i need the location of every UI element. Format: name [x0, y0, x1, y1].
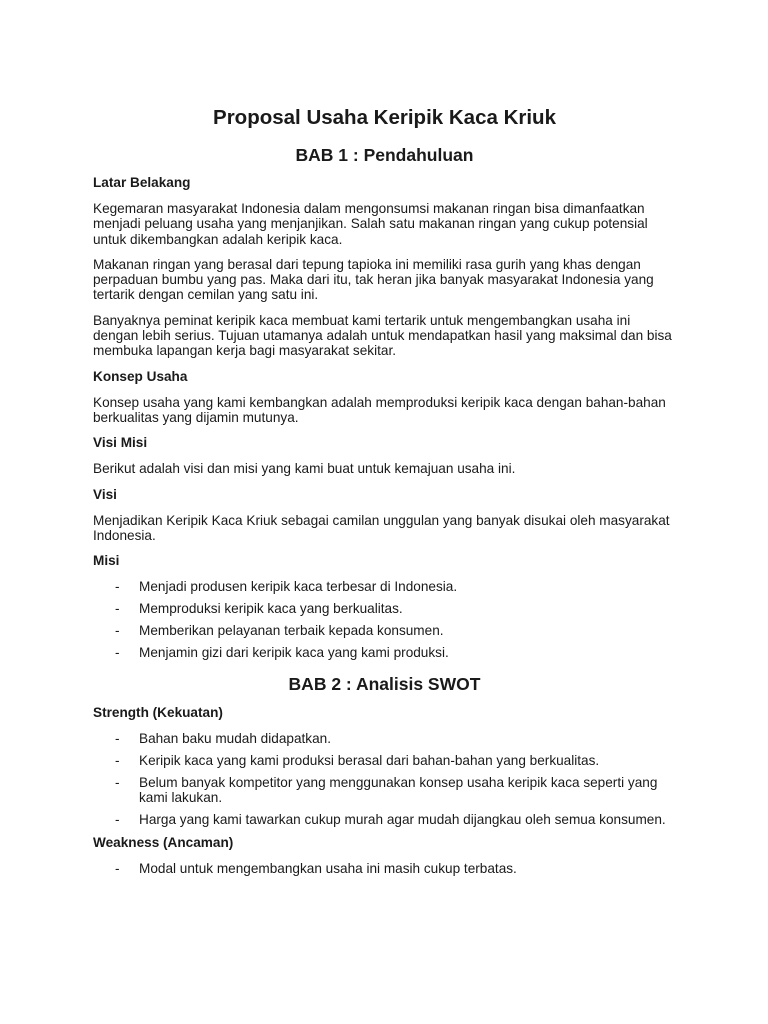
list-item-text: Keripik kaca yang kami produksi berasal dari bahan-bahan yang berkualitas.	[139, 753, 600, 769]
section-heading-weakness: Weakness (Ancaman)	[93, 835, 234, 851]
section-heading-visi: Visi	[93, 486, 117, 502]
dash-bullet: -	[115, 861, 120, 877]
document-title: Proposal Usaha Keripik Kaca Kriuk	[213, 106, 556, 129]
dash-bullet: -	[115, 774, 120, 790]
list-item	[93, 753, 676, 768]
list-item	[93, 601, 676, 616]
chapter-heading-bab1: BAB 1 : Pendahuluan	[295, 145, 474, 165]
list-item	[93, 579, 676, 594]
dash-bullet: -	[115, 601, 120, 617]
dash-bullet: -	[115, 731, 120, 747]
list-item-text: Bahan baku mudah didapatkan.	[139, 731, 331, 747]
dash-bullet: -	[115, 812, 120, 828]
chapter-heading-bab2: BAB 2 : Analisis SWOT	[288, 674, 481, 695]
paragraph: Konsep usaha yang kami kembangkan adalah memproduksi keripik kaca dengan bahan-bahan berkualitas yang dijamin mutunya.	[93, 394, 666, 425]
list-item-text: Belum banyak kompetitor yang menggunakan konsep usaha keripik kaca seperti yang kami lakukan.	[139, 774, 658, 806]
list-item	[93, 861, 676, 876]
dash-bullet: -	[115, 753, 120, 769]
dash-bullet: -	[115, 644, 120, 660]
list-item	[93, 645, 676, 660]
section-heading-visi-misi: Visi Misi	[93, 435, 148, 451]
list-item	[93, 623, 676, 638]
strength-list	[93, 731, 676, 827]
list-item	[93, 775, 676, 806]
section-heading-strength: Strength (Kekuatan)	[93, 705, 223, 721]
paragraph: Berikut adalah visi dan misi yang kami buat untuk kemajuan usaha ini.	[93, 461, 516, 477]
paragraph: Menjadikan Keripik Kaca Kriuk sebagai camilan unggulan yang banyak disukai oleh masyarakat Indonesia.	[93, 512, 670, 543]
misi-list	[93, 579, 676, 660]
list-item-text: Menjamin gizi dari keripik kaca yang kami produksi.	[139, 644, 449, 660]
dash-bullet: -	[115, 579, 120, 595]
paragraph: Banyaknya peminat keripik kaca membuat kami tertarik untuk mengembangkan usaha ini dengan lebih serius. Tujuan utamanya adalah untuk mendapatkan hasil yang maksimal dan bisa membuka lapangan kerja bagi masyarakat sekitar.	[93, 312, 672, 359]
paragraph: Kegemaran masyarakat Indonesia dalam mengonsumsi makanan ringan bisa dimanfaatkan menjadi peluang usaha yang menjanjikan. Salah satu makanan ringan yang cukup potensial untuk dikembangkan adalah keripik kaca.	[93, 201, 648, 247]
list-item	[93, 731, 676, 746]
section-heading-konsep-usaha: Konsep Usaha	[93, 368, 188, 384]
list-item-text: Memproduksi keripik kaca yang berkualitas.	[139, 601, 403, 617]
section-heading-misi: Misi	[93, 553, 120, 569]
weakness-list	[93, 861, 676, 876]
list-item-text: Menjadi produsen keripik kaca terbesar di Indonesia.	[139, 579, 458, 595]
dash-bullet: -	[115, 622, 120, 638]
list-item	[93, 812, 676, 827]
list-item-text: Harga yang kami tawarkan cukup murah agar mudah dijangkau oleh semua konsumen.	[139, 812, 666, 828]
list-item-text: Memberikan pelayanan terbaik kepada konsumen.	[139, 622, 444, 638]
paragraph: Makanan ringan yang berasal dari tepung tapioka ini memiliki rasa gurih yang khas dengan perpaduan bumbu yang pas. Maka dari itu, tak heran jika banyak masyarakat Indonesia yang tertarik dengan cemilan yang satu ini.	[93, 256, 654, 303]
section-heading-latar-belakang: Latar Belakang	[93, 175, 191, 190]
list-item-text: Modal untuk mengembangkan usaha ini masih cukup terbatas.	[139, 861, 517, 877]
